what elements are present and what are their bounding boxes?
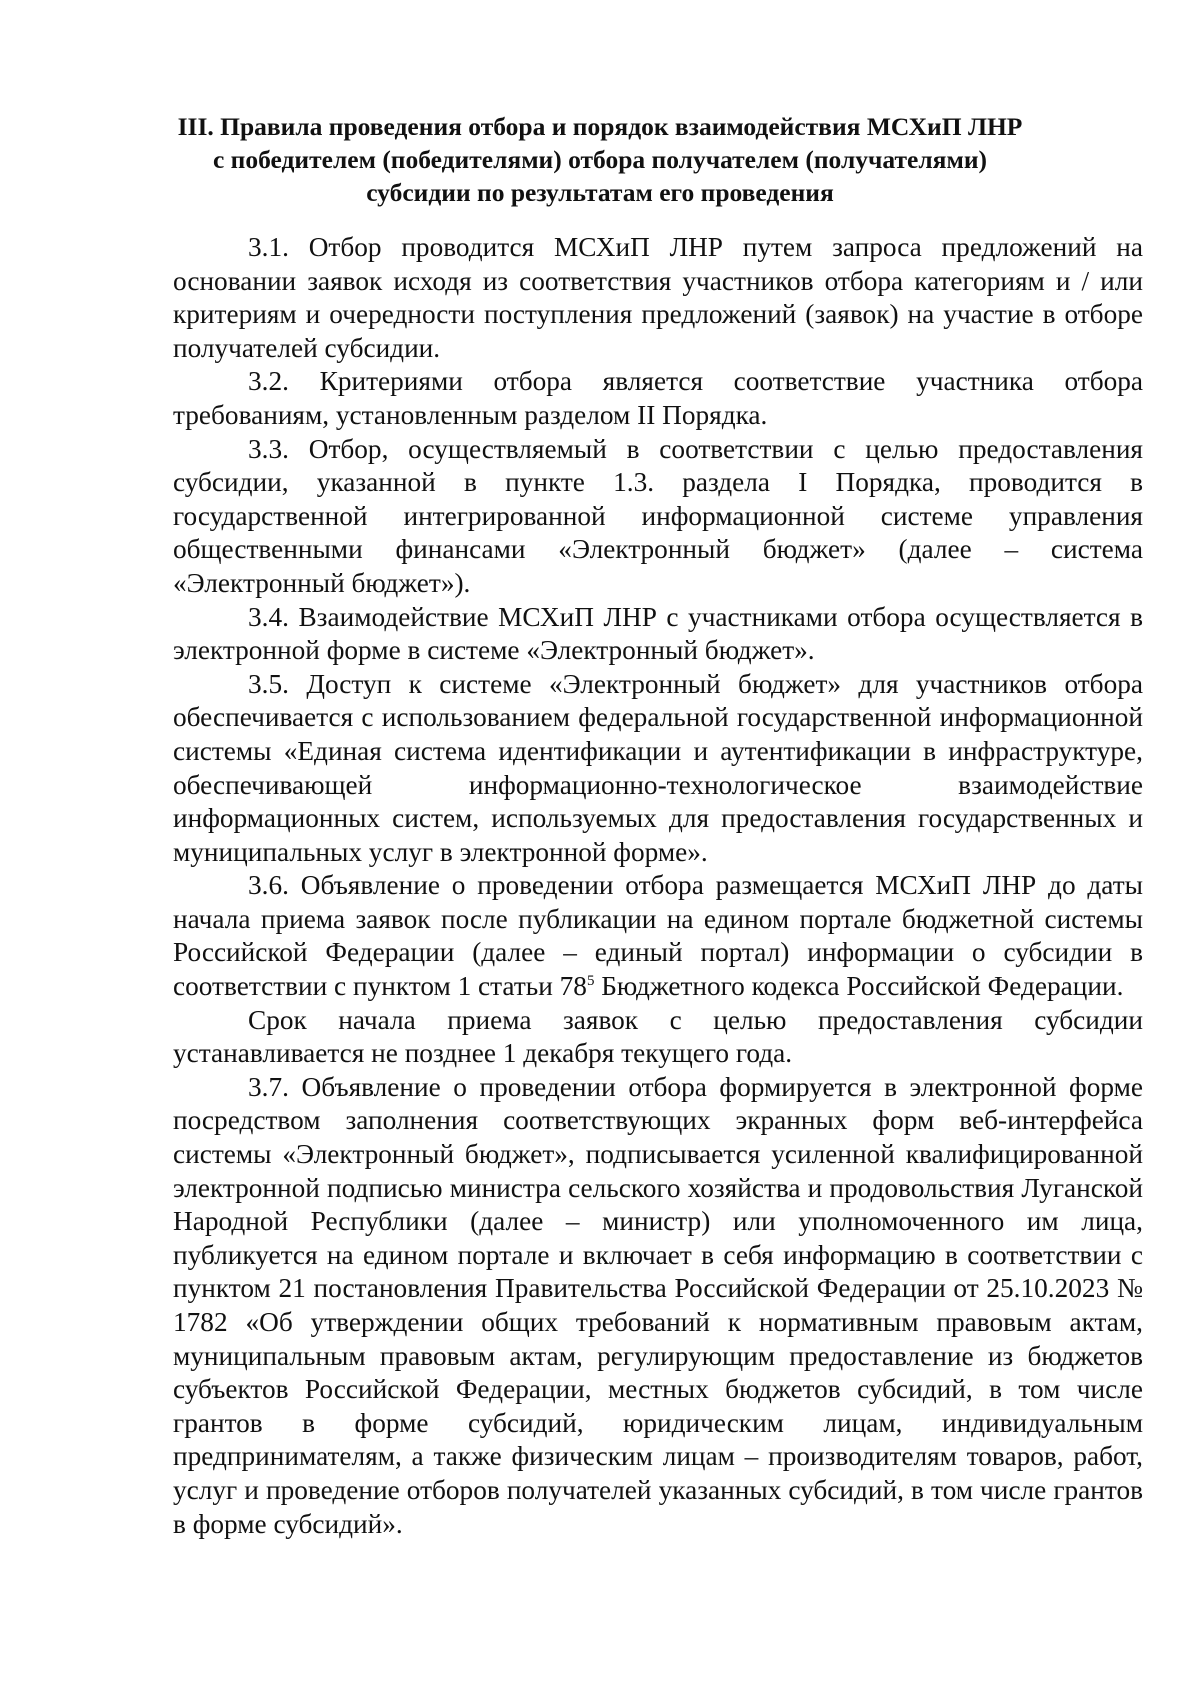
document-body bbox=[173, 231, 1143, 1541]
paragraph-3-5: 3.5. Доступ к системе «Электронный бюджет» для участников отбора обеспечивается с использованием федеральной государственной информационной системы «Единая система идентификации и аутентификации в инфраструктуре, обеспечивающей информационно-технологическое взаимодействие информационных систем, используемых для предоставления государственных и муниципальных услуг в электронной форме». bbox=[173, 668, 1143, 867]
paragraph-3-6-text-end: Бюджетного кодекса Российской Федерации. bbox=[594, 971, 1124, 1002]
heading-line-2: с победителем (победителями) отбора получателем (получателями) bbox=[212, 145, 987, 174]
paragraph-3-7: 3.7. Объявление о проведении отбора формируется в электронной форме посредством заполнения соответствующих экранных форм веб-интерфейса системы «Электронный бюджет», подписывается усиленной квалифицированной электронной подписью министра сельского хозяйства и продовольствия Луганской Народной Республики (далее – министр) или уполномоченного им лица, публикуется на едином портале и включает в себя информацию в соответствии с пунктом 21 постановления Правительства Российской Федерации от 25.10.2023 № 1782 «Об утверждении общих требований к нормативным правовым актам, муниципальным правовым актам, регулирующим предоставление из бюджетов субъектов Российской Федерации, местных бюджетов субсидий, в том числе грантов в форме субсидий, юридическим лицам, индивидуальным предпринимателям, а также физическим лицам – производителям товаров, работ, услуг и проведение отборов получателей указанных субсидий, в том числе грантов в форме субсидий». bbox=[173, 1071, 1143, 1539]
paragraph-3-3: 3.3. Отбор, осуществляемый в соответствии с целью предоставления субсидии, указанной в пункте 1.3. раздела I Порядка, проводится в государственной интегрированной информационной системе управления общественными финансами «Электронный бюджет» (далее – система «Электронный бюджет»). bbox=[173, 433, 1143, 598]
paragraph-3-6-text: 3.6. Объявление о проведении отбора размещается МСХиП ЛНР до даты начала приема заявок после публикации на едином портале бюджетной системы Российской Федерации (далее – единый портал) информации о субсидии в соответствии с пунктом 1 статьи 78 bbox=[173, 870, 1143, 1002]
paragraph-3-6-deadline: Срок начала приема заявок с целью предоставления субсидии устанавливается не позднее 1 декабря текущего года. bbox=[173, 1004, 1143, 1069]
section-heading bbox=[150, 110, 1050, 209]
paragraph-3-1: 3.1. Отбор проводится МСХиП ЛНР путем запроса предложений на основании заявок исходя из соответствия участников отбора категориям и / или критериям и очередности поступления предложений (заявок) на участие в отборе получателей субсидии. bbox=[173, 232, 1143, 363]
article-superscript: 5 bbox=[586, 972, 595, 989]
paragraph-3-6 bbox=[173, 869, 1143, 1003]
paragraph-3-2: 3.2. Критериями отбора является соответствие участника отбора требованиям, установленным разделом II Порядка. bbox=[173, 366, 1143, 430]
heading-line-1: III. Правила проведения отбора и порядок взаимодействия МСХиП ЛНР bbox=[177, 112, 1023, 141]
heading-line-3: субсидии по результатам его проведения bbox=[366, 178, 834, 207]
paragraph-3-4: 3.4. Взаимодействие МСХиП ЛНР с участниками отбора осуществляется в электронной форме в системе «Электронный бюджет». bbox=[173, 601, 1143, 666]
